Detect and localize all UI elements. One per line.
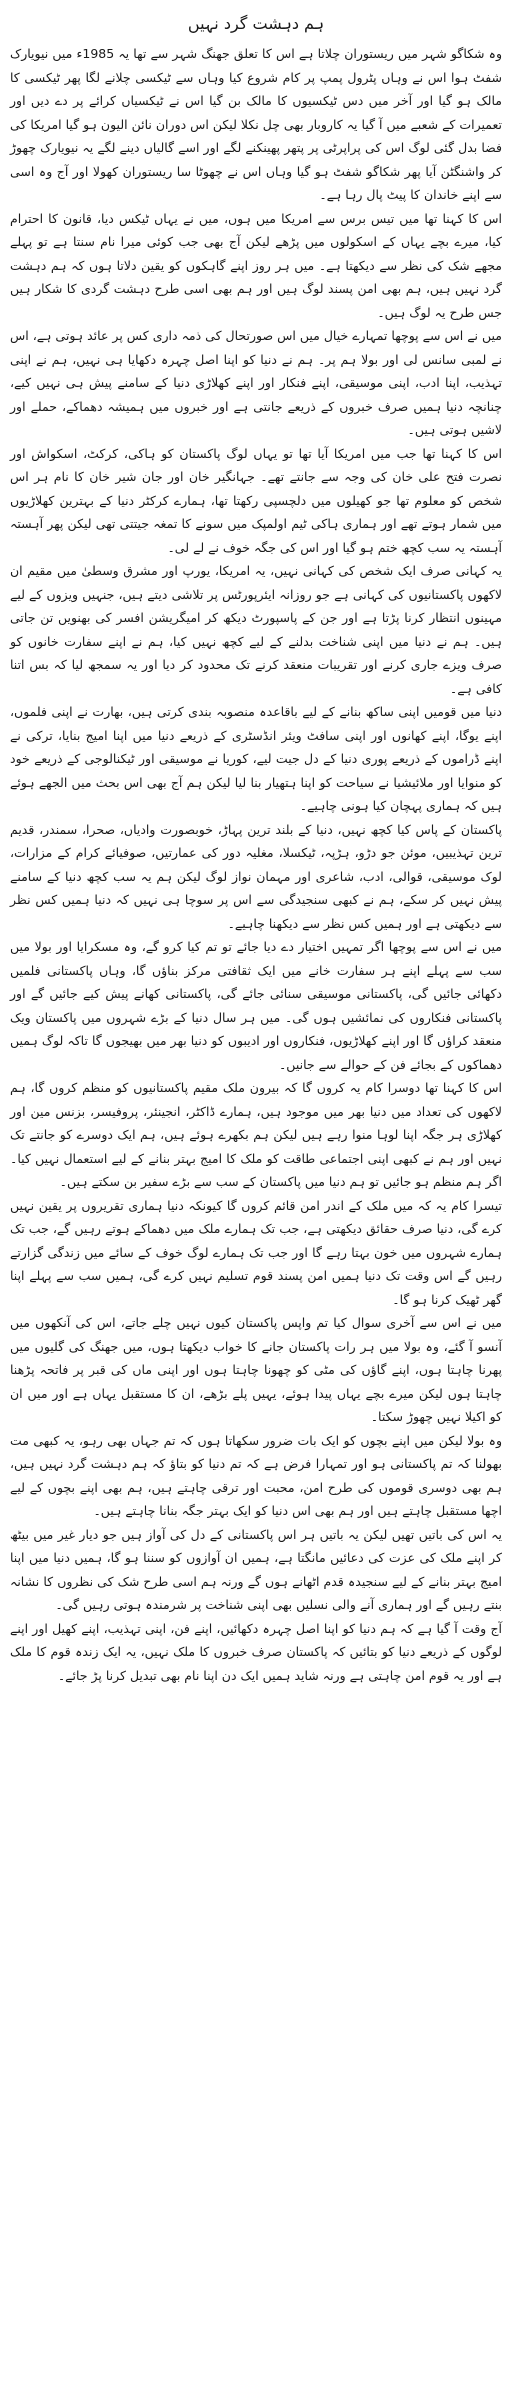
article-paragraph: یہ کہانی صرف ایک شخص کی کہانی نہیں، یہ امریکا، یورپ اور مشرق وسطیٰ میں مقیم ان لاکھوں پاکستانیوں کی کہانی ہے جو روزانہ ایئرپورٹس پر تلاشی دیتے ہیں، جنہیں ویزوں کے لیے مہینوں انتظار کرنا پڑتا ہے اور جن کے پاسپورٹ دیکھ کر امیگریشن افسر کی بھنویں تن جاتی ہیں۔ ہم نے دنیا میں اپنی شناخت بدلنے کے لیے کچھ نہیں کیا، ہم نے اپنے سفارت خانوں کو صرف ویزے جاری کرنے اور تقریبات منعقد کرنے تک محدود کر دیا اور یہ سمجھ لیا کہ بس اتنا کافی ہے۔ bbox=[10, 563, 502, 696]
article-paragraph: اس کا کہنا تھا جب میں امریکا آیا تھا تو یہاں لوگ پاکستان کو ہاکی، کرکٹ، اسکواش اور نصرت فتح علی خان کی وجہ سے جانتے تھے۔ جہانگیر خان اور جان شیر خان کا نام ہر اس شخص کو معلوم تھا جو کھیلوں میں دلچسپی رکھتا تھا، ہمارے کرکٹر دنیا کے بہترین کھلاڑیوں میں شمار ہوتے تھے اور ہماری ہاکی ٹیم اولمپک میں سونے کا تمغہ جیتتی تھی لیکن پھر آہستہ آہستہ یہ سب کچھ ختم ہو گیا اور اس کی جگہ خوف نے لے لی۔ bbox=[10, 445, 502, 555]
article-paragraph: یہ اس کی باتیں تھیں لیکن یہ باتیں ہر اس پاکستانی کے دل کی آواز ہیں جو دیار غیر میں بیٹھ کر اپنے ملک کی عزت کی دعائیں مانگتا ہے، ہمیں ان آوازوں کو سننا ہو گا، ہمیں دنیا میں اپنا امیج بہتر بنانے کے لیے سنجیدہ قدم اٹھانے ہوں گے ورنہ ہم اسی طرح شک کی نظروں کا نشانہ بنتے رہیں گے اور ہماری آنے والی نسلیں بھی اپنی شناخت پر شرمندہ ہوتی رہیں گی۔ bbox=[10, 1526, 502, 1612]
article-paragraph: میں نے اس سے پوچھا اگر تمہیں اختیار دے دیا جائے تو تم کیا کرو گے، وہ مسکرایا اور بولا میں سب سے پہلے اپنے ہر سفارت خانے میں ایک ثقافتی مرکز بناؤں گا، وہاں پاکستانی فلمیں دکھائی جائیں گی، پاکستانی موسیقی سنائی جائے گی، پاکستانی کھانے پیش کیے جائیں گے اور پاکستانی فنکاروں کی نمائشیں ہوں گی۔ میں ہر سال دنیا کے بڑے شہروں میں پاکستان ویک منعقد کراؤں گا اور اپنے کھلاڑیوں، فنکاروں اور ادیبوں کو دنیا بھر میں بھیجوں گا تاکہ لوگ ہمیں دھماکوں کے بجائے فن کے حوالے سے جانیں۔ bbox=[10, 939, 502, 1072]
article-paragraph: اس کا کہنا تھا دوسرا کام یہ کروں گا کہ بیرون ملک مقیم پاکستانیوں کو منظم کروں گا، ہم لاکھوں کی تعداد میں دنیا بھر میں موجود ہیں، ہمارے ڈاکٹر، انجینئر، پروفیسر، بزنس مین اور کھلاڑی ہر جگہ اپنا لوہا منوا رہے ہیں لیکن ہم بکھرے ہوئے ہیں، ہم ایک دوسرے کو جانتے تک نہیں اور ہم نے کبھی اپنی اجتماعی طاقت کو ملک کا امیج بہتر بنانے کے لیے استعمال نہیں کیا۔ اگر ہم منظم ہو جائیں تو ہم دنیا میں پاکستان کے سب سے بڑے سفیر بن سکتے ہیں۔ bbox=[10, 1080, 502, 1189]
article-paragraph: اس کا کہنا تھا میں تیس برس سے امریکا میں ہوں، میں نے یہاں ٹیکس دیا، قانون کا احترام کیا، میرے بچے یہاں کے اسکولوں میں پڑھے لیکن آج بھی جب کوئی میرا نام سنتا ہے تو پہلے مجھے شک کی نظر سے دیکھتا ہے۔ میں ہر روز اپنے گاہکوں کو یقین دلاتا ہوں کہ ہم دہشت گرد نہیں ہیں، ہم بھی امن پسند لوگ ہیں اور ہم بھی اسی طرح دہشت گردی کا شکار ہیں جس طرح یہ لوگ ہیں۔ bbox=[10, 210, 502, 320]
article-paragraph: میں نے اس سے پوچھا تمہارے خیال میں اس صورتحال کی ذمہ داری کس پر عائد ہوتی ہے، اس نے لمبی سانس لی اور بولا ہم پر۔ ہم نے دنیا کو اپنا اصل چہرہ دکھایا ہی نہیں، ہم نے اپنی تہذیب، اپنا ادب، اپنی موسیقی، اپنے فنکار اور اپنے کھلاڑی دنیا کے سامنے پیش ہی نہیں کیے، چنانچہ دنیا ہمیں صرف خبروں کے ذریعے جانتی ہے اور خبروں میں ہمیشہ دھماکے، حملے اور لاشیں ہوتی ہیں۔ bbox=[10, 328, 502, 437]
article-paragraph: آج وقت آ گیا ہے کہ ہم دنیا کو اپنا اصل چہرہ دکھائیں، اپنے فن، اپنی تہذیب، اپنے کھیل اور اپنے لوگوں کے ذریعے دنیا کو بتائیں کہ پاکستان صرف خبروں کا ملک نہیں، یہ ایک زندہ قوم کا ملک ہے اور یہ قوم امن چاہتی ہے ورنہ شاید ہمیں ایک دن اپنا نام بھی تبدیل کرنا پڑ جائے۔ bbox=[10, 1620, 502, 1683]
article-paragraph: وہ بولا لیکن میں اپنے بچوں کو ایک بات ضرور سکھاتا ہوں کہ تم جہاں بھی رہو، یہ کبھی مت بھولنا کہ تم پاکستانی ہو اور تمہارا فرض ہے کہ تم دنیا کو بتاؤ کہ ہم دہشت گرد نہیں ہیں، ہم بھی دوسری قوموں کی طرح امن، محبت اور ترقی چاہتے ہیں، ہم بھی اپنے بچوں کے لیے اچھا مستقبل چاہتے ہیں اور ہم بھی اس دنیا کو ایک بہتر جگہ بنانا چاہتے ہیں۔ bbox=[10, 1432, 502, 1518]
article-title: ہم دہشت گرد نہیں bbox=[187, 14, 325, 33]
article-paragraph: دنیا میں قومیں اپنی ساکھ بنانے کے لیے باقاعدہ منصوبہ بندی کرتی ہیں، بھارت نے اپنی فلموں، اپنے یوگا، اپنے کھانوں اور اپنی سافٹ ویئر انڈسٹری کے ذریعے دنیا میں اپنا امیج بنایا، ترکی نے اپنے ڈراموں کے ذریعے پوری دنیا کے دل جیت لیے، کوریا نے موسیقی اور ٹیکنالوجی کے ذریعے خود کو منوایا اور ملائیشیا نے سیاحت کو اپنا ہتھیار بنا لیا لیکن ہم آج بھی اس بحث میں الجھے ہوئے ہیں کہ ہماری پہچان کیا ہونی چاہیے۔ bbox=[10, 704, 502, 813]
article-paragraph: تیسرا کام یہ کہ میں ملک کے اندر امن قائم کروں گا کیونکہ دنیا ہماری تقریروں پر یقین نہیں کرے گی، دنیا صرف حقائق دیکھتی ہے، جب تک ہمارے ملک میں دھماکے ہوتے رہیں گے، جب تک ہمارے شہروں میں خون بہتا رہے گا اور جب تک ہمارے لوگ خوف کے سائے میں زندگی گزارتے رہیں گے اس وقت تک دنیا ہمیں امن پسند قوم تسلیم نہیں کرے گی، ہمیں سب سے پہلے اپنا گھر ٹھیک کرنا ہو گا۔ bbox=[10, 1197, 502, 1307]
article-body bbox=[10, 42, 502, 1687]
article-paragraph: میں نے اس سے آخری سوال کیا تم واپس پاکستان کیوں نہیں چلے جاتے، اس کی آنکھوں میں آنسو آ گئے، وہ بولا میں ہر رات پاکستان جانے کا خواب دیکھتا ہوں، میں جھنگ کی گلیوں میں پھرنا چاہتا ہوں، اپنے گاؤں کی مٹی کو چھونا چاہتا ہوں اور اپنی ماں کی قبر پر فاتحہ پڑھنا چاہتا ہوں لیکن میرے بچے یہاں پیدا ہوئے، یہیں پلے بڑھے، ان کا مستقبل یہاں ہے اور میں ان کو اکیلا نہیں چھوڑ سکتا۔ bbox=[10, 1315, 502, 1424]
article-paragraph: پاکستان کے پاس کیا کچھ نہیں، دنیا کے بلند ترین پہاڑ، خوبصورت وادیاں، صحرا، سمندر، قدیم ترین تہذیبیں، موئن جو دڑو، ہڑپہ، ٹیکسلا، مغلیہ دور کی عمارتیں، صوفیائے کرام کے مزارات، لوک موسیقی، قوالی، ادب، شاعری اور مہمان نواز لوگ لیکن ہم یہ سب کچھ دنیا کے سامنے پیش نہیں کر سکے، ہم نے کبھی سنجیدگی سے اس پر سوچا ہی نہیں کہ دنیا ہمیں کس نظر سے دیکھتی ہے اور ہمیں کس نظر سے دیکھنا چاہیے۔ bbox=[10, 821, 502, 931]
article-paragraph: وہ شکاگو شہر میں ریستوران چلاتا ہے اس کا تعلق جھنگ شہر سے تھا یہ 1985ء میں نیویارک شفٹ ہوا اس نے وہاں پٹرول پمپ پر کام شروع کیا وہاں سے ٹیکسی چلانے لگا پھر ٹیکسی کا مالک ہو گیا اور آخر میں دس ٹیکسیوں کا مالک بن گیا اس نے ٹیکسیاں کرائے پر دے دیں اور تعمیرات کے شعبے میں آ گیا یہ کاروبار بھی چل نکلا لیکن اس دوران نائن الیون ہو گیا امریکا کی فضا بدل گئی لوگ اس کی پراپرٹی پر پتھر پھینکنے لگے اور اسے گالیاں دینے لگے یہ نیویارک چھوڑ کر واشنگٹن آیا پھر شکاگو شفٹ ہو گیا وہاں اس نے چھوٹا سا ریستوران کھولا اور آج وہ اسی سے اپنے خاندان کا پیٹ پال رہا ہے۔ bbox=[10, 46, 503, 202]
